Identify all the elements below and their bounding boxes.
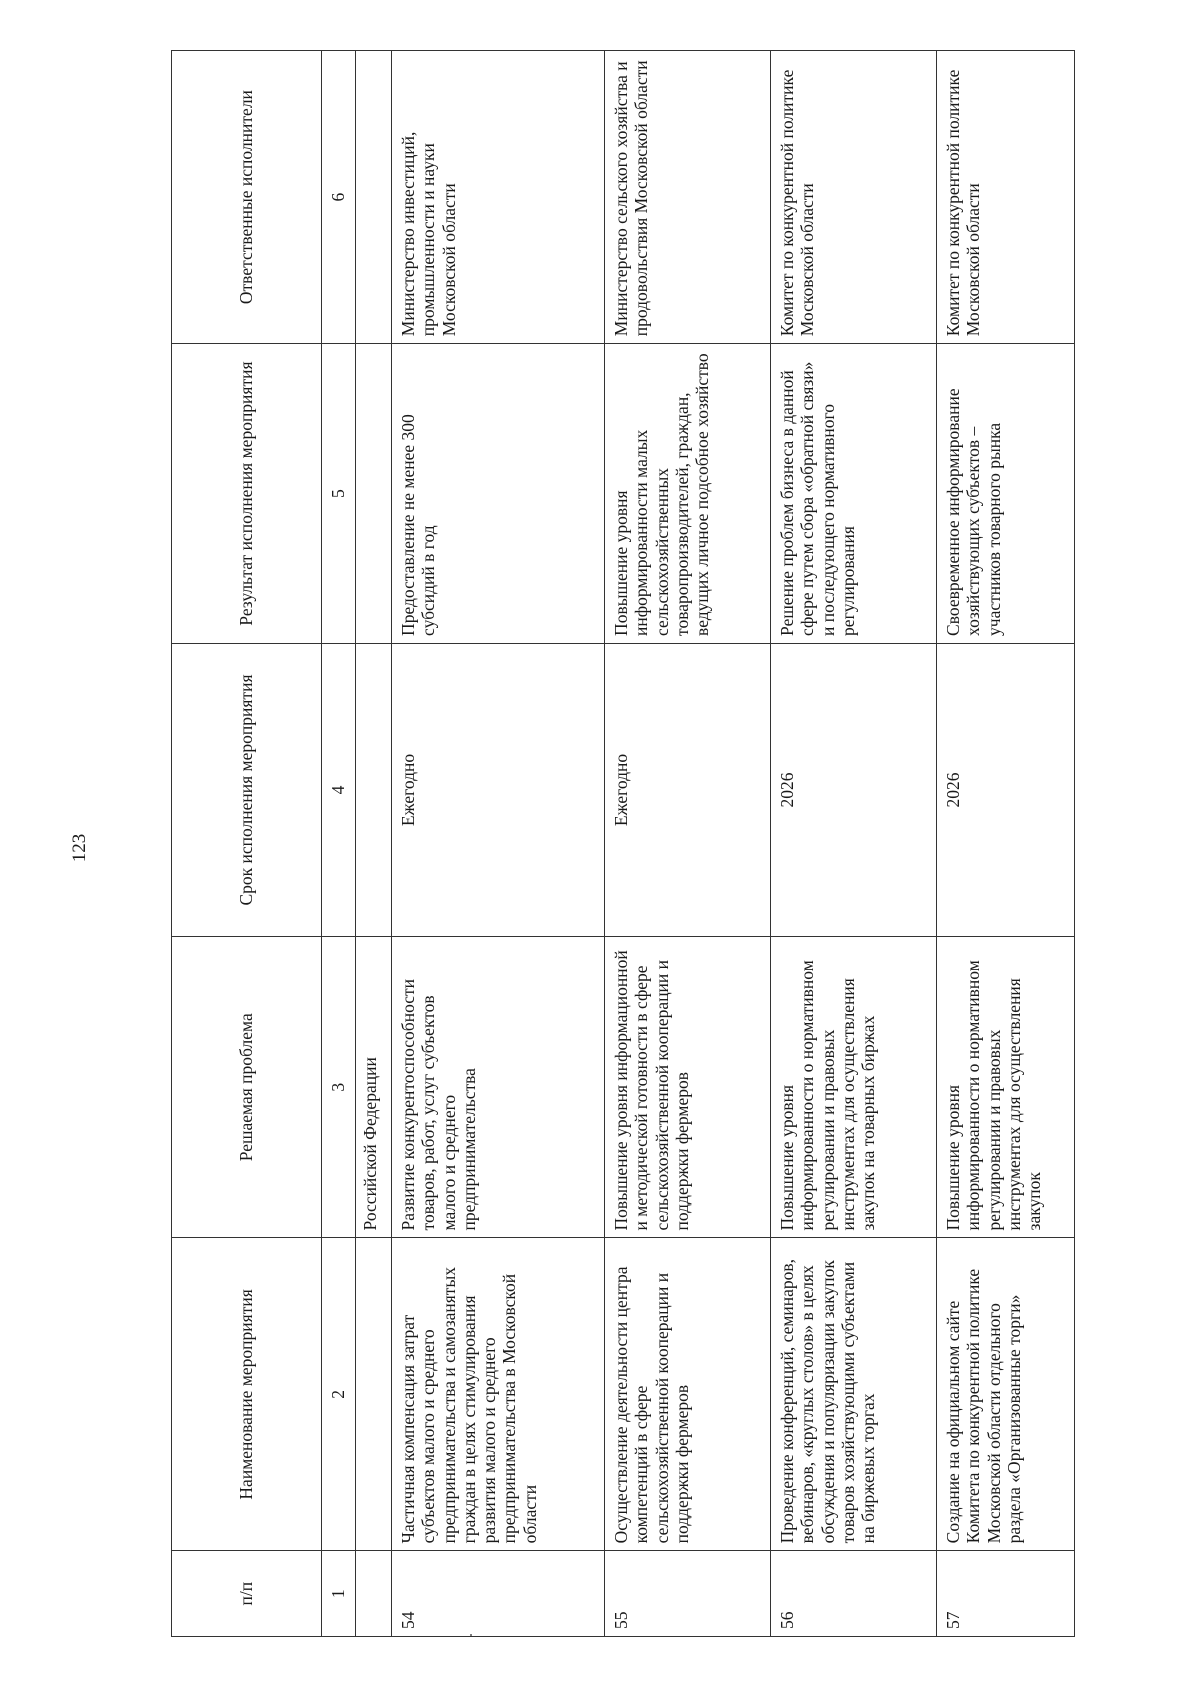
measure-name: Проведение конференций, семинаров, вебинаров, «круглых столов» в целях обсуждения и популяризации закупок товаров хозяйствующими субъектами на биржевых торгах	[771, 1238, 937, 1551]
column-number: 2	[322, 1238, 356, 1551]
row-number: 54	[392, 1551, 605, 1637]
row-number: 55	[605, 1551, 771, 1637]
row-number: 56	[771, 1551, 937, 1637]
table-row	[605, 51, 771, 1637]
measure-executor: Комитет по конкурентной политике Московской области	[771, 51, 937, 344]
section-label: Российской Федерации	[356, 937, 392, 1238]
column-number-row	[322, 51, 356, 1637]
measure-problem: Повышение уровня информированности о нормативном регулировании и правовых инструментах для осуществления закупок на товарных биржах	[771, 937, 937, 1238]
measure-term: 2026	[771, 643, 937, 936]
measure-executor: Комитет по конкурентной политике Московской области	[937, 51, 1075, 344]
header-num: п/п	[172, 1551, 322, 1637]
header-row	[172, 51, 322, 1637]
page-number: 123	[69, 833, 90, 863]
stray-mark	[470, 1634, 472, 1636]
column-number: 3	[322, 937, 356, 1238]
header-problem: Решаемая проблема	[172, 937, 322, 1238]
row-number: 57	[937, 1551, 1075, 1637]
table-row	[771, 51, 937, 1637]
column-number: 1	[322, 1551, 356, 1637]
header-term: Срок исполнения мероприятия	[172, 643, 322, 936]
measure-term: Ежегодно	[605, 643, 771, 936]
table-row	[392, 51, 605, 1637]
measures-table	[171, 50, 1075, 1637]
column-number: 5	[322, 344, 356, 644]
measure-result: Предоставление не менее 300 субсидий в год	[392, 344, 605, 644]
measure-problem: Повышение уровня информированности о нормативном регулировании и правовых инструментах для осуществления закупок	[937, 937, 1075, 1238]
measure-result: Своевременное информирование хозяйствующих субъектов – участников товарного рынка	[937, 344, 1075, 644]
measure-result: Решение проблем бизнеса в данной сфере путем сбора «обратной связи» и последующего нормативного регулирования	[771, 344, 937, 644]
header-executor: Ответственные исполнители	[172, 51, 322, 344]
column-number: 6	[322, 51, 356, 344]
header-name: Наименование мероприятия	[172, 1238, 322, 1551]
measure-problem: Повышение уровня информационной и методической готовности в сфере сельскохозяйственной кооперации и поддержки фермеров	[605, 937, 771, 1238]
table-row	[937, 51, 1075, 1637]
measure-executor: Министерство инвестиций, промышленности и науки Московской области	[392, 51, 605, 344]
measure-name: Создание на официальном сайте Комитета по конкурентной политике Московской области отдельного раздела «Организованные торги»	[937, 1238, 1075, 1551]
measure-name: Частичная компенсация затрат субъектов малого и среднего предпринимательства и самозанятых граждан в целях стимулирования развития малого и среднего предпринимательства в Московской области	[392, 1238, 605, 1551]
section-row	[356, 51, 392, 1637]
header-result: Результат исполнения мероприятия	[172, 344, 322, 644]
rotated-table-wrapper	[171, 50, 1074, 1637]
measure-result: Повышение уровня информированности малых сельскохозяйственных товаропроизводителей, граждан, ведущих личное подсобное хозяйство	[605, 344, 771, 644]
column-number: 4	[322, 643, 356, 936]
measure-problem: Развитие конкурентоспособности товаров, работ, услуг субъектов малого и среднего предпринимательства	[392, 937, 605, 1238]
measure-executor: Министерство сельского хозяйства и продовольствия Московской области	[605, 51, 771, 344]
measure-term: Ежегодно	[392, 643, 605, 936]
measure-name: Осуществление деятельности центра компетенций в сфере сельскохозяйственной кооперации и поддержки фермеров	[605, 1238, 771, 1551]
measure-term: 2026	[937, 643, 1075, 936]
